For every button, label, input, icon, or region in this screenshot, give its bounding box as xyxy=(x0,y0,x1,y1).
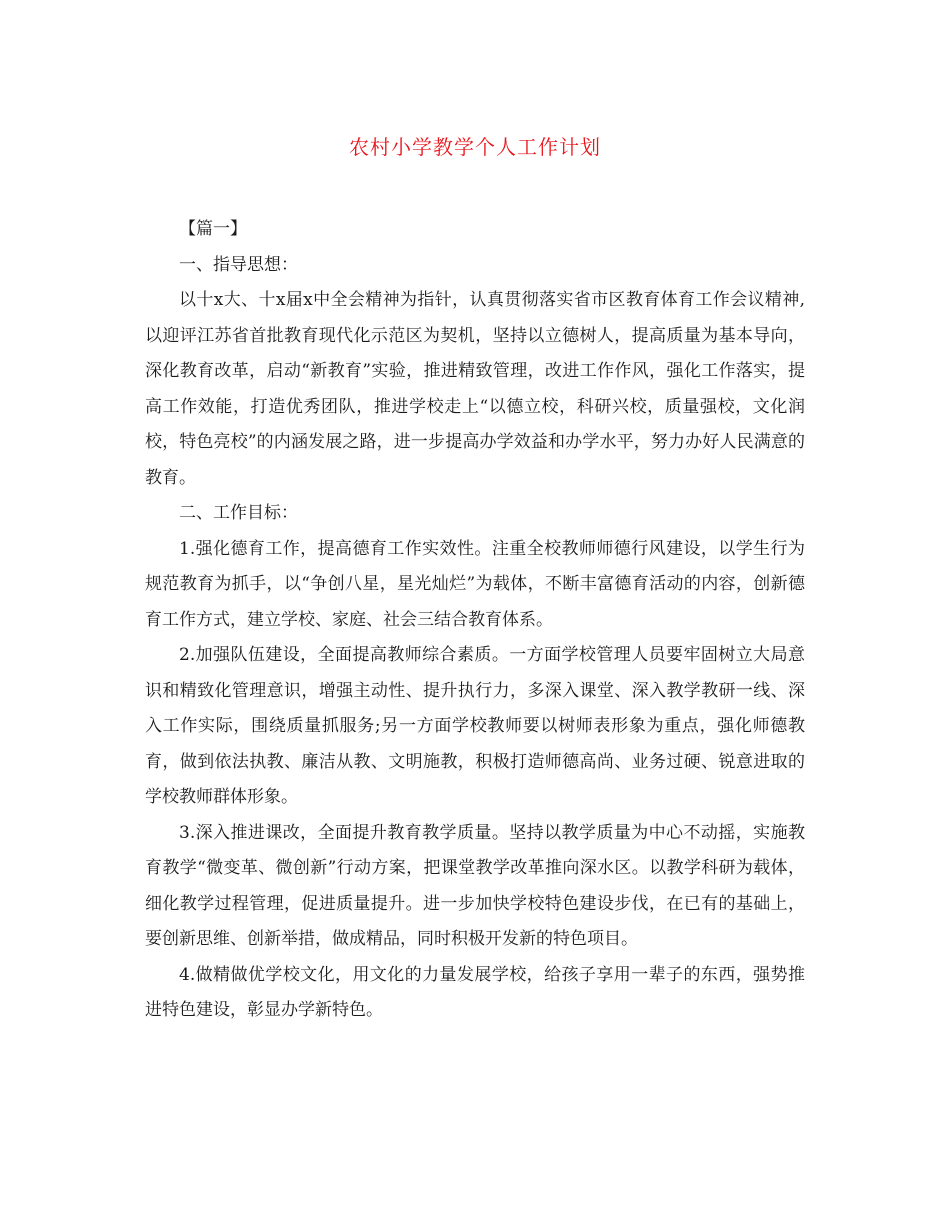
document-title: 农村小学教学个人工作计划 xyxy=(349,135,601,159)
goal-paragraph-3: 3.深入推进课改，全面提升教育教学质量。坚持以教学质量为中心不动摇，实施教育教学“微变革、微创新”行动方案，把课堂教学改革推向深水区。以教学科研为载体，细化教学过程管理，促进质量提升。进一步加快学校特色建设步伐，在已有的基础上，要创新思维、创新举措，做成精品，同时积极开发新的特色项目。 xyxy=(145,822,805,949)
goal-paragraph-1: 1.强化德育工作，提高德育工作实效性。注重全校教师师德行风建设，以学生行为规范教育为抓手，以“争创八星，星光灿烂”为载体，不断丰富德育活动的内容，创新德育工作方式，建立学校、家庭、社会三结合教育体系。 xyxy=(145,538,805,630)
document-body xyxy=(145,212,805,1029)
goal-paragraph-4: 4.做精做优学校文化，用文化的力量发展学校，给孩子享用一辈子的东西，强势推进特色建设，彰显办学新特色。 xyxy=(145,964,805,1020)
goal-paragraph-2: 2.加强队伍建设，全面提高教师综合素质。一方面学校管理人员要牢固树立大局意识和精致化管理意识，增强主动性、提升执行力，多深入课堂、深入教学教研一线、深入工作实际，围绕质量抓服务;另一方面学校教师要以树师表形象为重点，强化师德教育，做到依法执教、廉洁从教、文明施教，积极打造师德高尚、业务过硬、锐意进取的学校教师群体形象。 xyxy=(145,645,805,807)
heading-guiding-thought: 一、指导思想： xyxy=(179,254,298,275)
section-label: 【篇一】 xyxy=(179,219,247,239)
heading-work-goals: 二、工作目标： xyxy=(179,503,298,523)
guiding-thought-paragraph: 以十x大、十x届x中全会精神为指针，认真贯彻落实省市区教育体育工作会议精神,以迎评江苏省首批教育现代化示范区为契机，坚持以立德树人，提高质量为基本导向，深化教育改革，启动“新教育”实验，推进精致管理，改进工作作风，强化工作落实，提高工作效能，打造优秀团队，推进学校走上“以德立校，科研兴校，质量强校，文化润校，特色亮校”的内涵发展之路，进一步提高办学效益和办学水平，努力办好人民满意的教育。 xyxy=(145,290,805,488)
